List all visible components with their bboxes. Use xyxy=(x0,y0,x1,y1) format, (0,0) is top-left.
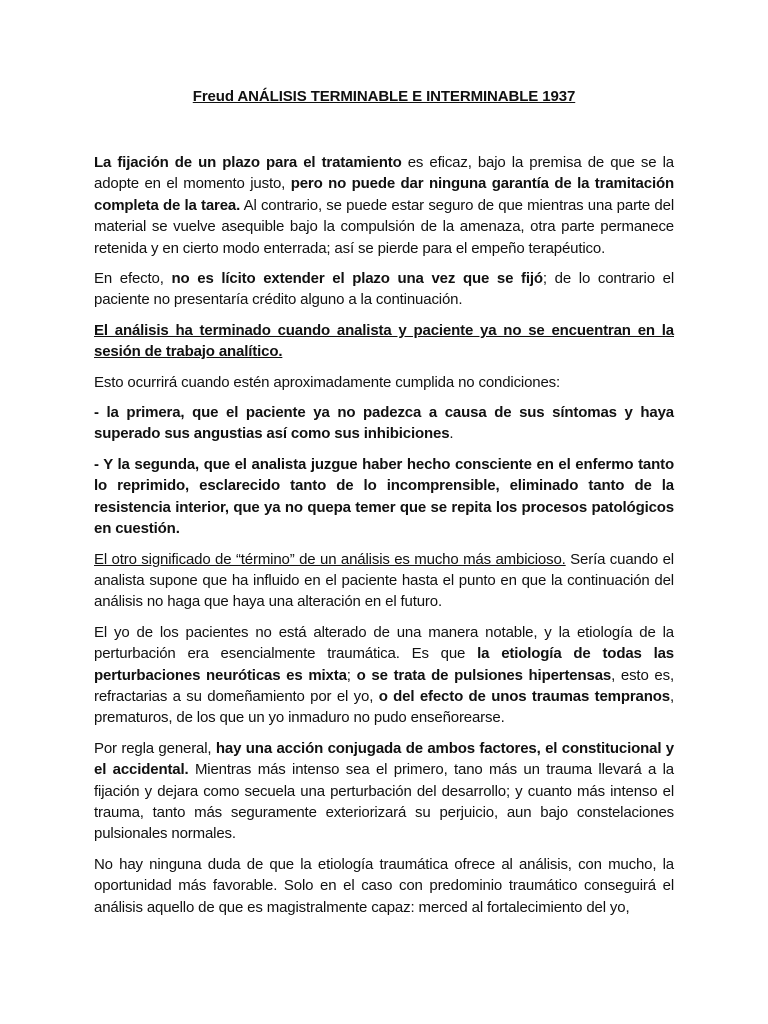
paragraph xyxy=(94,402,674,445)
text-run: Mientras más intenso sea el primero, tano más un trauma llevará a la fijación y dejara como secuela una perturbación del desarrollo; y cuanto más intenso el trauma, tanto más seguramente exteriorizará su perjuicio, aun bajo constelaciones pulsionales normales. xyxy=(94,761,674,843)
text-run: . xyxy=(449,425,454,443)
text-run: o se trata de pulsiones hipertensas xyxy=(356,666,612,684)
text-run: ; xyxy=(346,666,357,684)
paragraph xyxy=(94,738,674,845)
text-run: El otro significado de “término” de un análisis es mucho más ambicioso. xyxy=(94,550,566,568)
text-run: ; de lo contrario el paciente no presentaría crédito alguno a la continuación. xyxy=(94,270,674,309)
text-run: La fijación de un plazo para el tratamiento xyxy=(94,154,402,171)
text-run: Por regla general, xyxy=(94,739,216,757)
paragraph xyxy=(94,854,674,918)
text-run: Sería cuando el analista supone que ha influido en el paciente hasta el punto en que la continuación del análisis no haga que haya una alteración en el futuro. xyxy=(94,550,674,611)
text-run: es eficaz, bajo la premisa de que se la adopte en el momento justo, xyxy=(94,154,674,193)
text-run: En efecto, xyxy=(94,270,172,288)
text-run: El yo de los pacientes no está alterado de una manera notable, y la etiología de la perturbación era esencialmente traumática. Es que xyxy=(94,623,674,663)
text-run: , esto es, refractarias a su domeñamiento por el yo, xyxy=(94,666,674,705)
document-body xyxy=(94,152,674,918)
paragraph xyxy=(94,320,674,363)
text-run: El análisis ha terminado cuando analista y paciente ya no se encuentran en la sesión de trabajo analítico. xyxy=(94,321,674,361)
text-run: - la primera, que el paciente ya no padezca a causa de sus síntomas y haya superado sus angustias así como sus inhibiciones xyxy=(94,404,674,443)
text-run: hay una acción conjugada de ambos factores, el constitucional y el accidental. xyxy=(94,739,674,779)
text-run: la etiología de todas las perturbaciones neuróticas es mixta xyxy=(94,645,674,684)
text-run: no es lícito extender el plazo una vez que se fijó xyxy=(171,270,543,288)
paragraph xyxy=(94,372,674,393)
document-title: Freud ANÁLISIS TERMINABLE E INTERMINABLE 1937 xyxy=(192,88,576,105)
paragraph xyxy=(94,454,674,540)
text-run: o del efecto de unos traumas tempranos xyxy=(378,687,670,705)
paragraph xyxy=(94,268,674,311)
paragraph xyxy=(94,152,674,259)
text-run: pero no puede dar ninguna garantía de la tramitación completa de la tarea. xyxy=(94,175,674,214)
paragraph xyxy=(94,549,674,613)
text-run: Esto ocurrirá cuando estén aproximadamente cumplida no condiciones: xyxy=(94,373,561,391)
paragraph xyxy=(94,622,674,729)
text-run: , prematuros, de los que un yo inmaduro no pudo enseñorearse. xyxy=(94,687,674,727)
text-run: No hay ninguna duda de que la etiología traumática ofrece al análisis, con mucho, la oportunidad más favorable. Solo en el caso con predominio traumático conseguirá el análisis aquello de que es magistralmente capaz: merced al fortalecimiento del yo, xyxy=(94,855,674,916)
text-run: - Y la segunda, que el analista juzgue haber hecho consciente en el enfermo tanto lo reprimido, esclarecido tanto de lo incomprensible, eliminado tanto de la resistencia interior, que ya no quepa temer que se repita los procesos patológicos en cuestión. xyxy=(94,455,674,538)
text-run: Al contrario, se puede estar seguro de que mientras una parte del material se vuelve asequible bajo la compulsión de la amenaza, otra parte permanece retenida y en cierto modo enterrada; así se pierde para el empeño terapéutico. xyxy=(94,196,674,257)
